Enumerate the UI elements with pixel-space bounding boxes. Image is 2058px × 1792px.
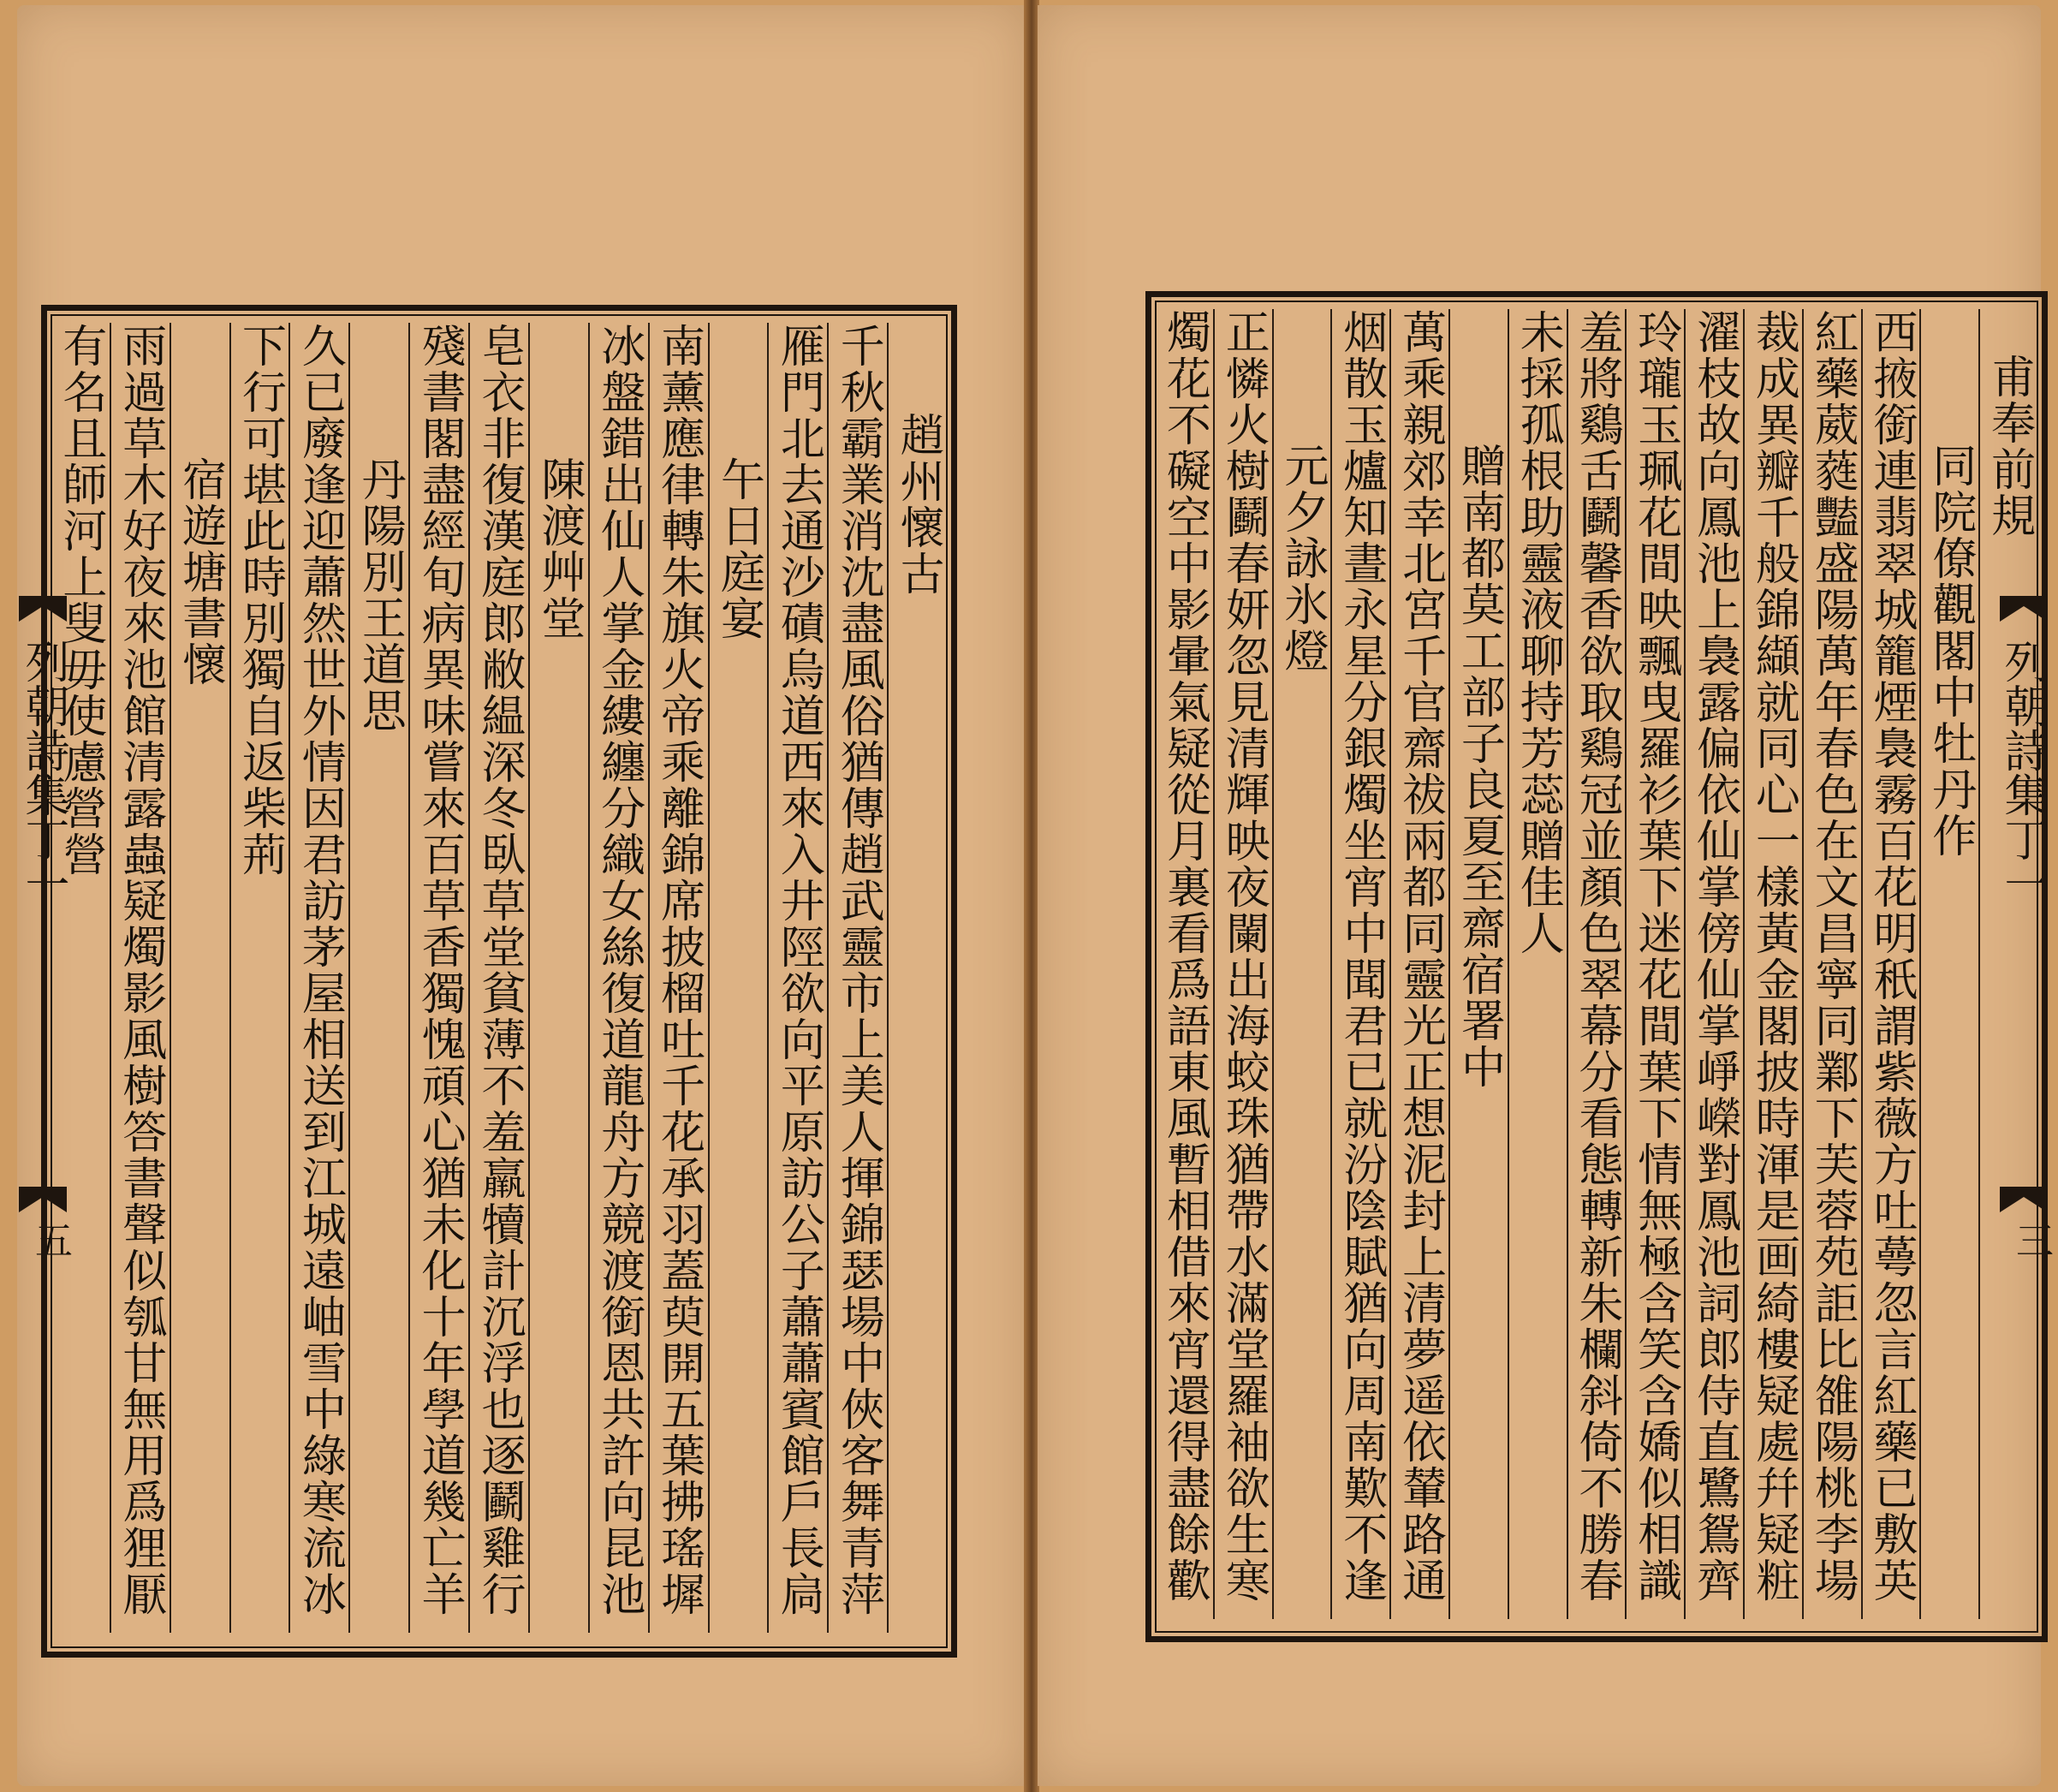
column-rule (468, 323, 470, 1633)
text-column: 烟散玉爐知晝永星分銀燭坐宵中聞君已就汾陰賦猶向周南歎不逢 (1335, 309, 1387, 1604)
right-text-frame (1145, 291, 2048, 1642)
text-column: 正憐火樹鬬春妍忽見清輝映夜闌出海蛟珠猶帶水滿堂羅袖欲生寒 (1217, 309, 1270, 1604)
column-rule (1508, 309, 1509, 1619)
column-rule (827, 323, 829, 1633)
left-text-frame (41, 305, 957, 1658)
text-column: 千秋霸業消沈盡風俗猶傳趙武靈市上美人揮錦瑟場中俠客舞青萍 (832, 323, 884, 1617)
text-column: 趙州懷古 (892, 412, 944, 597)
column-rule (1330, 309, 1332, 1619)
column-rule (170, 323, 171, 1633)
left-banxin-title: 列朝詩集丁一 (17, 639, 68, 906)
column-rule (1625, 309, 1627, 1619)
left-page (17, 5, 1026, 1786)
text-column: 裁成異瓣千般錦纈就同心一樣黃金閣披時渾是画綺樓疑處幷疑粧 (1747, 309, 1799, 1604)
column-rule (1978, 309, 1980, 1619)
text-column: 殘書閣盡經旬病異味嘗來百草香獨愧頑心猶未化十年學道幾亡羊 (413, 323, 466, 1617)
column-rule (288, 323, 290, 1633)
text-column: 雁門北去通沙磧烏道西來入井陘欲向平原訪公子蕭蕭賓館戶長扃 (772, 323, 824, 1617)
column-rule (348, 323, 350, 1633)
column-rule (528, 323, 530, 1633)
text-column: 有名且師河上叟毋使慮營營 (54, 323, 106, 878)
left-page-number: 五 (28, 1221, 72, 1259)
text-column: 贈南都莫工部子良夏至齋宿署中 (1453, 443, 1505, 1090)
text-column: 陳渡艸堂 (532, 456, 585, 641)
text-column: 羞將鷄舌鬬馨香欲取鷄冠並顏色翠幕分看態轉新朱欄斜倚不勝春 (1571, 309, 1622, 1604)
column-rule (408, 323, 410, 1633)
text-column: 宿遊塘書懷 (174, 456, 226, 688)
text-column: 皂衣非復漢庭郎敝緼深冬臥草堂貧薄不羞羸犢計沉浮也逐鬬雞行 (473, 323, 525, 1617)
text-column: 南薰應律轉朱旗火帝乘離錦席披榴吐千花承羽蓋萸開五葉拂瑤墀 (652, 323, 705, 1617)
column-rule (588, 323, 590, 1633)
column-rule (110, 323, 111, 1633)
text-column: 甫奉前規 (1983, 354, 2035, 539)
column-rule (229, 323, 231, 1633)
column-rule (767, 323, 769, 1633)
column-rule (1743, 309, 1745, 1619)
column-rule (1861, 309, 1863, 1619)
text-column: 濯枝故向鳳池上裊露偏依仙掌傍仙掌崢嶸對鳳池詞郎侍直鷺鴛齊 (1688, 309, 1740, 1604)
text-column: 久已廢逢迎蕭然世外情因君訪茅屋相送到江城遠岫雪中綠寒流冰 (294, 323, 346, 1617)
column-rule (708, 323, 710, 1633)
text-column: 紅藥葳蕤豔盛陽萬年春色在文昌寧同鄴下芙蓉苑詎比雒陽桃李場 (1806, 309, 1859, 1604)
right-page (1038, 5, 2053, 1786)
text-column: 未採孤根助靈液聊持芳蕊贈佳人 (1512, 309, 1564, 956)
text-column: 丹陽別王道思 (354, 456, 406, 734)
right-page-number: 三 (2009, 1221, 2053, 1259)
text-column: 元夕詠氷燈 (1276, 443, 1328, 674)
column-rule (1448, 309, 1450, 1619)
column-rule (1684, 309, 1686, 1619)
column-rule (648, 323, 650, 1633)
text-column: 冰盤錯出仙人掌金縷纏分織女絲復道龍舟方競渡銜恩共許向昆池 (592, 323, 645, 1617)
right-banxin-title: 列朝詩集丁一 (1996, 639, 2048, 906)
column-rule (1919, 309, 1921, 1619)
text-column: 燭花不礙空中影暈氣疑從月裏看爲語東風暫相借來宵還得盡餘歡 (1158, 309, 1210, 1604)
column-rule (1567, 309, 1568, 1619)
text-column: 午日庭宴 (712, 456, 764, 641)
text-column: 雨過草木好夜來池館清露蟲疑燭影風樹答書聲似瓠甘無用爲狸厭 (114, 323, 166, 1617)
column-rule (1213, 309, 1215, 1619)
text-column: 同院僚觀閣中牡丹作 (1924, 443, 1976, 859)
column-rule (887, 323, 889, 1633)
column-rule (1272, 309, 1274, 1619)
text-column: 萬乘親郊幸北宮千官齋祓兩都同靈光正想泥封上清夢遥依輦路通 (1394, 309, 1446, 1604)
text-column: 西掖銜連翡翠城籠煙裊霧百花明秖謂紫薇方吐蕚忽言紅藥已敷英 (1865, 309, 1917, 1604)
column-rule (1389, 309, 1391, 1619)
column-rule (1802, 309, 1804, 1619)
text-column: 下行可堪此時別獨自返柴荊 (234, 323, 286, 878)
text-column: 玲瓏玉珮花間映飄曳羅衫葉下迷花間葉下情無極含笑含嬌似相識 (1629, 309, 1681, 1604)
